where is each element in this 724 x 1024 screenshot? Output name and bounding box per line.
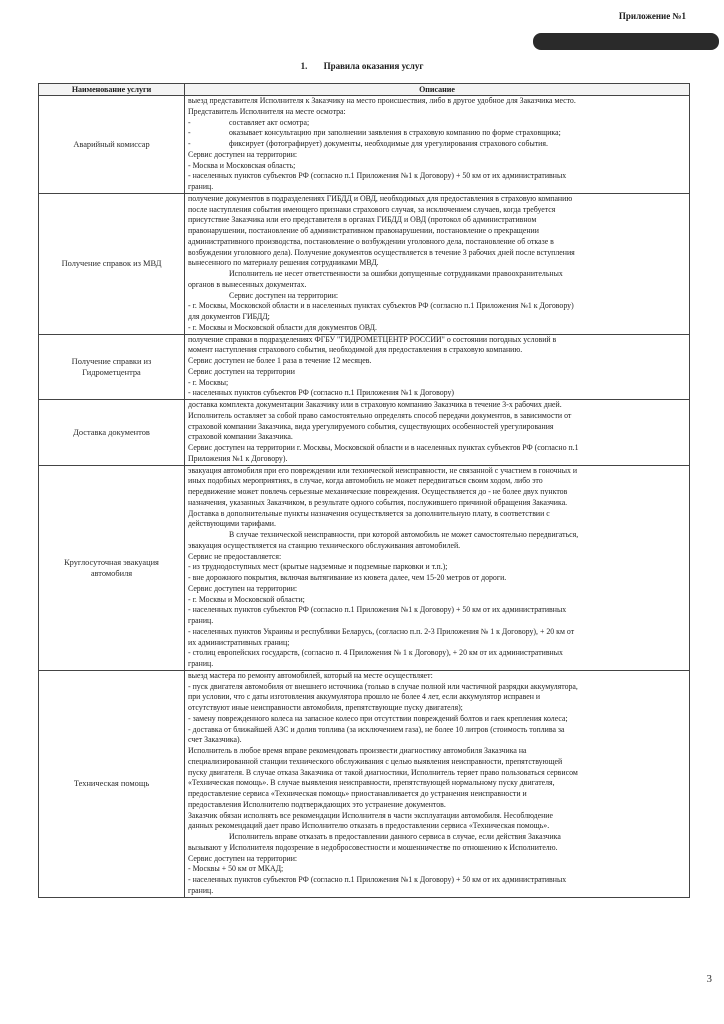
table-row <box>39 400 690 466</box>
description-line: иных подобных мероприятиях, в случае, когда автомобиль не может передвигаться своим ходом, либо это <box>188 476 543 486</box>
description-line: границ. <box>188 616 214 625</box>
description-line: границ. <box>188 659 214 668</box>
description-line: - из труднодоступных мест (крытые надземные и подземные парковки и т.п.); <box>188 562 448 572</box>
description-line: передвижение может повлечь серьезные механические повреждения. Осуществляется до - не более двух пунктов <box>188 487 568 496</box>
service-name: Техническая помощь <box>39 670 185 897</box>
description-line: получение справки в подразделениях ФГБУ "ГИДРОМЕТЦЕНТР РОССИИ" о состоянии погодных условий в <box>188 334 557 344</box>
description-line: «Техническая помощь». В случае выявления неисправности, препятствующей нормальному пуску двигателя, <box>188 778 555 788</box>
table-row <box>39 670 690 897</box>
description-line: В случае технической неисправности, при которой автомобиль не может самостоятельно передвигаться, <box>229 530 579 539</box>
service-description <box>185 670 690 897</box>
bullet-text: составляет акт осмотра; <box>229 117 310 127</box>
description-line: Сервис не предоставляется: <box>188 551 282 561</box>
description-line: предоставление сервиса «Техническая помощь» приостанавливается до устранения неисправности и <box>188 789 527 798</box>
description-line: - доставка от ближайшей АЗС и долив топлива (за исключением газа), не более 10 литров (стоимость топлива за <box>188 724 565 734</box>
description-line: при условии, что с даты изготовления аккумулятора прошло не более 4 лет, если аккумулятор исправен и <box>188 692 541 702</box>
description-line: Исполнитель в любое время вправе рекомендовать произвести диагностику автомобиля Заказчика на <box>188 746 527 755</box>
description-line: границ. <box>188 182 214 191</box>
description-line: - Москва и Московская область; <box>188 160 296 170</box>
redacted-block <box>533 33 719 50</box>
description-line: - г. Москвы, Московской области и в населенных пунктах субъектов РФ (согласно п.1 Приложения №1 к Договору) <box>188 301 574 311</box>
service-name: Аварийный комиссар <box>39 96 185 194</box>
page-number: 3 <box>706 973 712 985</box>
description-line: данных рекомендаций дает право Исполнителю отказать в предоставлении сервиса «Техническая помощь». <box>188 821 550 831</box>
description-line: - населенных пунктов Украины и республики Беларусь, (согласно п.п. 2-3 Приложения № 1 к Договору), + 20 км от <box>188 626 575 636</box>
description-line: правонарушении, постановление об административном правонарушении, постановление о прекращении <box>188 226 539 235</box>
description-line: пуску двигателя. В случае отказа Заказчика от такой диагностики, Исполнитель теряет право пользоваться сервисом <box>188 767 578 777</box>
description-line: страховой компании Заказчика. <box>188 432 293 442</box>
description-line: Сервис доступен на территории: <box>229 290 339 300</box>
description-line: Представитель Исполнителя на месте осмотра: <box>188 106 346 116</box>
section-title-text: Правила оказания услуг <box>323 61 424 71</box>
service-name: Круглосуточная эвакуация автомобиля <box>39 465 185 670</box>
description-line: выезд мастера по ремонту автомобилей, который на месте осуществляет: <box>188 670 433 680</box>
table-header-row <box>39 84 690 96</box>
services-table <box>38 83 690 898</box>
description-line: после наступления события имеющего признаки страхового случая, за исключением случаев, когда требуется <box>188 204 556 214</box>
section-number: 1. <box>300 61 308 71</box>
description-line: момент наступления страхового события, необходимой для предоставления в страховую компанию. <box>188 345 523 355</box>
description-line: Доставка в дополнительные пункты назначения осуществляется за дополнительную плату, в соответствии с <box>188 508 550 518</box>
description-line: эвакуация осуществляется на станцию технического обслуживания автомобилей. <box>188 540 461 550</box>
service-name: Доставка документов <box>39 400 185 466</box>
bullet-dash: - <box>188 139 191 148</box>
service-description <box>185 465 690 670</box>
description-line: - населенных пунктов субъектов РФ (согласно п.1 Приложения №1 к Договору) + 50 км от их административных <box>188 605 567 615</box>
bullet-dash: - <box>188 117 191 127</box>
description-line: - населенных пунктов субъектов РФ (согласно п.1 Приложения №1 к Договору) <box>188 388 455 398</box>
description-line: Исполнитель вправе отказать в предоставлении данного сервиса в случае, если действия Заказчика <box>229 832 561 841</box>
description-line: специализированной станции технического обслуживания с целью выявления неисправности, препятствующей <box>188 756 563 766</box>
description-line: Сервис доступен на территории: <box>188 583 298 593</box>
description-line: действующими тарифами. <box>188 519 276 529</box>
service-description <box>185 96 690 194</box>
description-line: их административных границ; <box>188 637 290 647</box>
description-line: - Москвы + 50 км от МКАД; <box>188 864 284 874</box>
description-line: получение документов в подразделениях ГИБДД и ОВД, необходимых для предоставления в страховую компанию <box>188 193 573 203</box>
table-row <box>39 193 690 334</box>
description-line: Приложения №1 к Договору). <box>188 453 288 463</box>
description-line: отсутствуют иные неисправности автомобиля, препятствующие пуску двигателя); <box>188 703 463 712</box>
description-line: для документов ГИБДД; <box>188 312 270 321</box>
bullet-text: оказывает консультацию при заполнении заявления в страховую компанию по форме страховщика; <box>229 128 561 138</box>
description-line: - населенных пунктов субъектов РФ (согласно п.1 Приложения №1 к Договору) + 50 км от их административных <box>188 875 567 884</box>
description-line: - столиц европейских государств, (согласно п. 4 Приложения № 1 к Договору), + 20 км от их административных <box>188 648 563 658</box>
section-title <box>0 61 724 71</box>
description-line: - замену поврежденного колеса на запасное колесо при отсутствии повреждений болтов и гаек крепления колеса; <box>188 713 568 723</box>
column-header-name: Наименование услуги <box>39 84 185 96</box>
description-line: вызывают у Исполнителя подозрение в недобросовестности и мошенничестве по отношению к Исполнителю. <box>188 842 558 852</box>
description-line: доставка комплекта документации Заказчику или в страховую компанию Заказчика в течение 3-х рабочих дней. <box>188 400 562 409</box>
description-line: вынесенного по материалу решения сотрудниками МВД. <box>188 258 379 268</box>
column-header-description: Описание <box>185 84 690 96</box>
description-line: - г. Москвы и Московской области для документов ОВД. <box>188 322 377 332</box>
description-line <box>188 128 686 139</box>
description-line: - вне дорожного покрытия, включая вытягивание из кювета далее, чем 15-20 метров от дороги. <box>188 573 507 582</box>
service-name: Получение справок из МВД <box>39 193 185 334</box>
bullet-dash: - <box>188 128 191 138</box>
description-line: возбуждении уголовного дела). Получение документов осуществляется в течение 3 рабочих дней после вступления <box>188 247 575 257</box>
table-row <box>39 465 690 670</box>
description-line: выезд представителя Исполнителя к Заказчику на место происшествия, либо в другое удобное для Заказчика место. <box>188 96 576 105</box>
table-row <box>39 334 690 400</box>
description-line <box>188 118 686 129</box>
description-line: эвакуация автомобиля при его повреждении или технической неисправности, не связанной с участием в гоночных и <box>188 465 578 475</box>
description-line: границ. <box>188 885 214 895</box>
description-line: Сервис доступен на территории <box>188 366 295 376</box>
description-line: Сервис доступен на территории: <box>188 149 298 159</box>
description-line: - пуск двигателя автомобиля от внешнего источника (только в случае полной или частичной разрядки аккумулятора, <box>188 681 578 691</box>
bullet-text: фиксирует (фотографирует) документы, необходимые для урегулирования страхового события. <box>229 139 548 148</box>
description-line: Исполнитель не несет ответственности за ошибки допущенные сотрудниками правоохранительных <box>229 269 563 278</box>
service-description <box>185 334 690 400</box>
description-line: Исполнитель оставляет за собой право самостоятельно определять способ передачи документов, в зависимости от <box>188 410 572 420</box>
description-line: назначения, указанных Заказчиком, в результате одного события, послужившего причиной обращения Заказчика. <box>188 497 568 507</box>
service-description <box>185 193 690 334</box>
description-line: Сервис доступен не более 1 раза в течение 12 месяцев. <box>188 356 372 365</box>
description-line: - г. Москвы и Московской области; <box>188 594 305 604</box>
description-line: органов в вынесенных документах. <box>188 279 307 289</box>
description-line: страховой компании Заказчика, вида урегулируемого события, существующих особенностей урегулирования <box>188 421 554 431</box>
description-line: Заказчик обязан исполнять все рекомендации Исполнителя в части эксплуатации автомобиля. Несоблюдение <box>188 810 553 820</box>
description-line: - г. Москвы; <box>188 377 229 387</box>
service-name: Получение справки из Гидрометцентра <box>39 334 185 400</box>
description-line: Сервис доступен на территории: <box>188 853 298 863</box>
description-line <box>188 139 686 150</box>
service-description <box>185 400 690 466</box>
description-line: Сервис доступен на территории г. Москвы, Московской области и в населенных пунктах субъектов РФ (согласно п.1 <box>188 443 579 452</box>
description-line: административного производства, постановление о возбуждении уголовного дела, постановление об отказе в <box>188 236 554 246</box>
annex-label: Приложение №1 <box>618 11 686 21</box>
description-line: счет Заказчика). <box>188 735 242 745</box>
table-row <box>39 96 690 194</box>
description-line: - населенных пунктов субъектов РФ (согласно п.1 Приложения №1 к Договору) + 50 км от их административных <box>188 171 567 181</box>
description-line: присутствие Заказчика или его представителя в органах ГИБДД и ОВД (протокол об административном <box>188 215 537 225</box>
description-line: предоставления Исполнителю подтверждающих это устранение документов. <box>188 799 446 809</box>
